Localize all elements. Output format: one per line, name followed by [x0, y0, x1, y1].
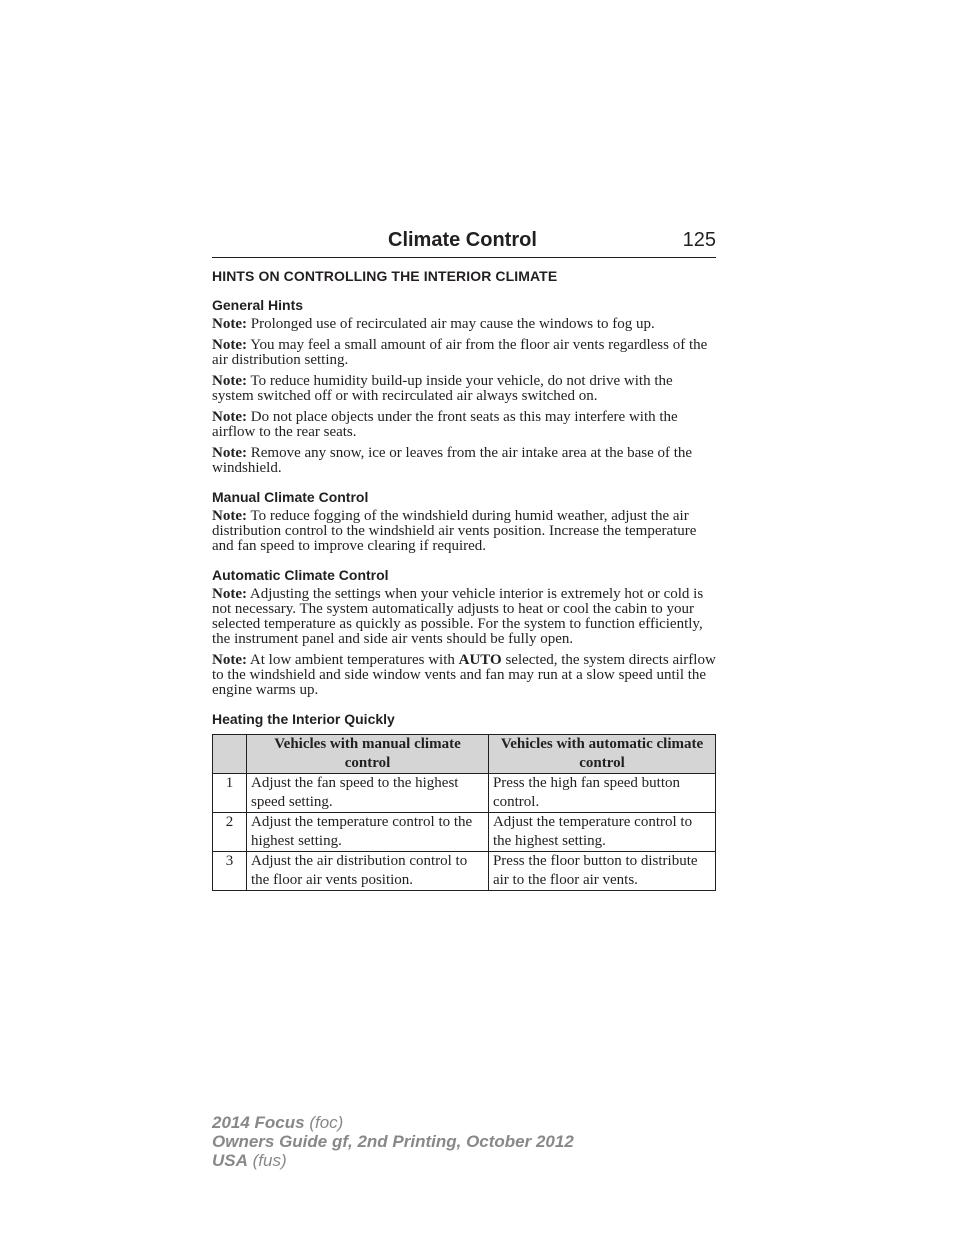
note-text: You may feel a small amount of air from the floor air vents regardless of the air distribution setting. — [212, 337, 708, 368]
note-label: Note: — [212, 652, 247, 668]
table-row — [213, 852, 716, 891]
step-number: 2 — [213, 813, 247, 852]
note-label: Note: — [212, 586, 247, 602]
note-paragraph — [212, 509, 716, 554]
footer-model-line — [212, 1113, 574, 1132]
step-number: 3 — [213, 852, 247, 891]
note-paragraph — [212, 446, 716, 476]
note-label: Note: — [212, 337, 247, 353]
note-paragraph — [212, 653, 716, 698]
manual-instruction: Adjust the temperature control to the highest setting. — [247, 813, 489, 852]
footer-model-code: (foc) — [309, 1113, 344, 1132]
heating-heading: Heating the Interior Quickly — [212, 711, 395, 727]
note-text: Do not place objects under the front seats as this may interfere with the airflow to the rear seats. — [212, 409, 678, 440]
table-row — [213, 774, 716, 813]
note-label: Note: — [212, 409, 247, 425]
note-label: Note: — [212, 508, 247, 524]
section-title: HINTS ON CONTROLLING THE INTERIOR CLIMATE — [212, 268, 558, 284]
page-header — [212, 229, 716, 258]
note-label: Note: — [212, 445, 247, 461]
table-row — [213, 813, 716, 852]
note-text: Remove any snow, ice or leaves from the air intake area at the base of the windshield. — [212, 445, 693, 476]
footer-guide-line — [212, 1132, 574, 1151]
note-text: Prolonged use of recirculated air may cause the windows to fog up. — [250, 316, 655, 332]
manual-instruction: Adjust the fan speed to the highest speed setting. — [247, 774, 489, 813]
automatic-instruction: Adjust the temperature control to the highest setting. — [488, 813, 715, 852]
manual-climate-heading: Manual Climate Control — [212, 489, 369, 505]
chapter-title: Climate Control — [388, 229, 537, 251]
note-paragraph — [212, 587, 716, 647]
automatic-instruction: Press the high fan speed button control. — [488, 774, 715, 813]
auto-keyword: AUTO — [458, 652, 502, 668]
column-header-manual: Vehicles with manual climate control — [247, 735, 489, 774]
manual-instruction: Adjust the air distribution control to the floor air vents position. — [247, 852, 489, 891]
note-text: selected, the system directs airflow to the windshield and side window vents and fan may run at a slow speed until the engine warms up. — [212, 652, 716, 698]
column-header-step — [213, 735, 247, 774]
page-footer — [212, 1113, 574, 1170]
note-paragraph — [212, 374, 716, 404]
heating-table — [212, 734, 716, 891]
automatic-instruction: Press the floor button to distribute air to the floor air vents. — [488, 852, 715, 891]
note-text: Adjusting the settings when your vehicle interior is extremely hot or cold is not necessary. The system automatically adjusts to heat or cool the cabin to your selected temperature as quickly as possible. For the system to function efficiently, the instrument panel and side air vents should be fully open. — [212, 586, 704, 647]
automatic-climate-heading: Automatic Climate Control — [212, 567, 389, 583]
footer-guide: Owners Guide gf, 2nd Printing, October 2012 — [212, 1132, 574, 1151]
note-text: At low ambient temperatures with — [249, 652, 455, 668]
note-label: Note: — [212, 316, 247, 332]
note-paragraph — [212, 317, 716, 332]
page-number: 125 — [682, 229, 716, 251]
note-text: To reduce fogging of the windshield during humid weather, adjust the air distribution control to the windshield air vents position. Increase the temperature and fan speed to improve clearing if required. — [212, 508, 697, 554]
general-hints-heading: General Hints — [212, 297, 304, 313]
manual-page — [212, 229, 716, 891]
note-label: Note: — [212, 373, 247, 389]
note-text: To reduce humidity build-up inside your vehicle, do not drive with the system switched off or with recirculated air always switched on. — [212, 373, 673, 404]
column-header-automatic: Vehicles with automatic climate control — [488, 735, 715, 774]
step-number: 1 — [213, 774, 247, 813]
table-header-row — [213, 735, 716, 774]
footer-region: USA — [212, 1151, 248, 1170]
footer-model: 2014 Focus — [212, 1113, 305, 1132]
note-paragraph — [212, 338, 716, 368]
footer-region-line — [212, 1151, 574, 1170]
note-paragraph — [212, 410, 716, 440]
footer-region-code: (fus) — [252, 1151, 287, 1170]
